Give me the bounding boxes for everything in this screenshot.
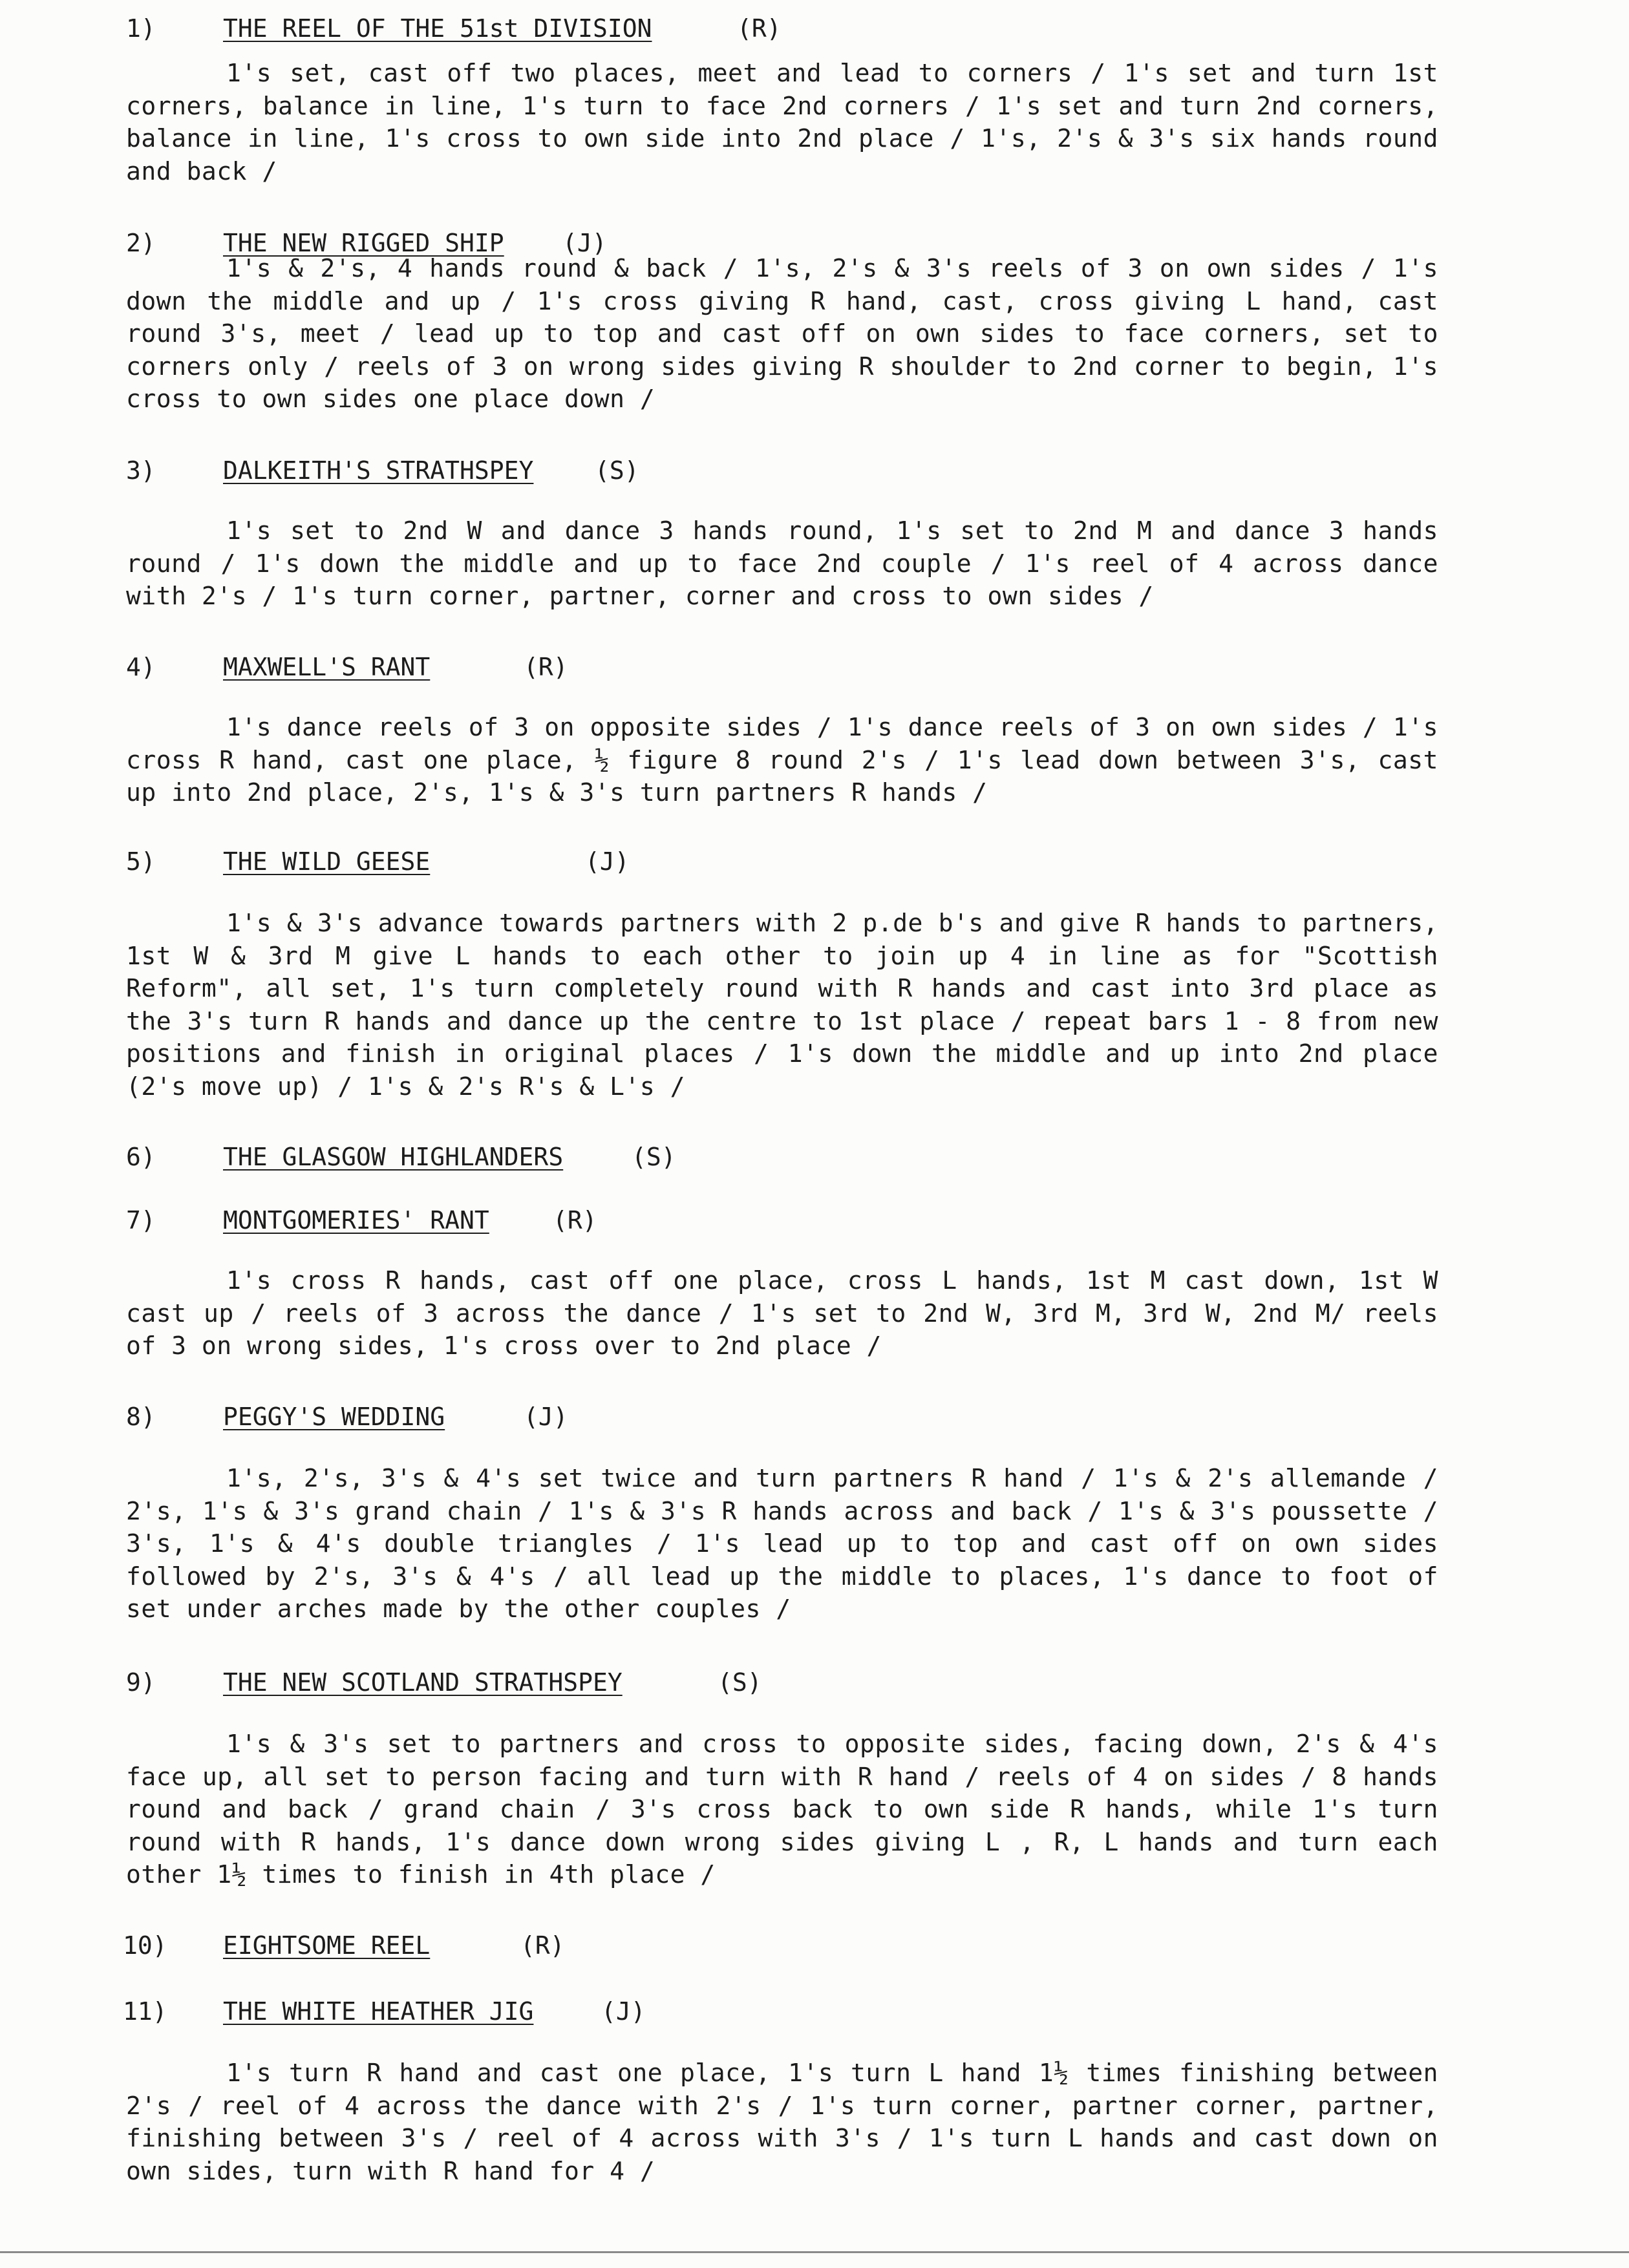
dance-entry bbox=[126, 843, 1438, 1101]
dance-heading bbox=[126, 843, 1438, 880]
dance-entry bbox=[126, 452, 1438, 610]
dance-title: MAXWELL'S RANT bbox=[223, 653, 431, 681]
dance-entry bbox=[126, 10, 1438, 185]
dance-title: THE GLASGOW HIGHLANDERS bbox=[223, 1143, 564, 1171]
dance-instructions: 1's set, cast off two places, meet and lead to corners / 1's set and turn 1st corners, balance in line, 1's turn to face 2nd corners / 1's set and turn 2nd corners, balance in line, 1's cross to own side into 2nd place / 1's, 2's & 3's six hands round and back / bbox=[126, 59, 1438, 185]
dance-heading bbox=[126, 452, 1438, 489]
dance-title: EIGHTSOME REEL bbox=[223, 1931, 431, 1960]
dance-title: MONTGOMERIES' RANT bbox=[223, 1206, 489, 1235]
dance-number: 9) bbox=[126, 1668, 156, 1697]
dance-number: 6) bbox=[126, 1143, 156, 1171]
dance-entry bbox=[126, 1202, 1438, 1360]
dance-number: 2) bbox=[126, 229, 156, 257]
dance-entry bbox=[126, 1139, 1438, 1175]
page-bottom-edge bbox=[0, 2251, 1629, 2253]
dance-type: (J) bbox=[601, 1997, 646, 2026]
dance-title: THE WHITE HEATHER JIG bbox=[223, 1997, 534, 2026]
dance-type: (J) bbox=[524, 1403, 568, 1431]
dance-instructions: 1's set to 2nd W and dance 3 hands round, 1's set to 2nd M and dance 3 hands round / 1's down the middle and up to face 2nd couple / 1's reel of 4 across dance with 2's / 1's turn corner, partner, corner and cross to own sides / bbox=[126, 516, 1438, 610]
dance-number: 11) bbox=[123, 1997, 167, 2026]
dance-entry bbox=[126, 225, 1438, 413]
dance-instructions: 1's turn R hand and cast one place, 1's turn L hand 1½ times finishing between 2's / reel of 4 across the dance with 2's / 1's turn corner, partner corner, partner, finishing between 3's / reel of 4 across with 3's / 1's turn L hands and cast down on own sides, turn with R hand for 4 / bbox=[126, 2059, 1438, 2185]
dance-entry bbox=[123, 1927, 1438, 1964]
dance-entry bbox=[126, 1664, 1438, 1889]
dance-type: (R) bbox=[737, 14, 782, 43]
dance-entry bbox=[126, 649, 1438, 807]
dance-type: (R) bbox=[520, 1931, 565, 1960]
dance-type: (S) bbox=[595, 456, 639, 485]
dance-heading bbox=[126, 1664, 1438, 1701]
dance-heading bbox=[123, 1993, 1438, 2030]
dance-instructions: 1's dance reels of 3 on opposite sides / 1's dance reels of 3 on own sides / 1's cross R hand, cast one place, ½ figure 8 round 2's / 1's lead down between 3's, cast up into 2nd place, 2's, 1's & 3's turn partners R hands / bbox=[126, 713, 1438, 807]
dance-entry bbox=[123, 1993, 1438, 2185]
dance-number: 10) bbox=[123, 1931, 167, 1960]
dance-heading bbox=[126, 10, 1438, 47]
dance-heading bbox=[126, 1202, 1438, 1238]
dance-type: (S) bbox=[632, 1143, 676, 1171]
dance-type: (J) bbox=[585, 847, 630, 876]
dance-type: (R) bbox=[553, 1206, 597, 1235]
dance-type: (J) bbox=[562, 229, 607, 257]
dance-instructions: 1's & 3's advance towards partners with 2 p.de b's and give R hands to partners, 1st W & 3rd M give L hands to each other to join up 4 in line as for "Scottish Reform", all set, 1's turn completely round with R hands and cast into 3rd place as the 3's turn R hands and dance up the centre to 1st place / repeat bars 1 - 8 from new positions and finish in original places / 1's down the middle and up into 2nd place (2's move up) / 1's & 2's R's & L's / bbox=[126, 909, 1438, 1101]
dance-instructions: 1's cross R hands, cast off one place, cross L hands, 1st M cast down, 1st W cast up / reels of 3 across the dance / 1's set to 2nd W, 3rd M, 3rd W, 2nd M/ reels of 3 on wrong sides, 1's cross over to 2nd place / bbox=[126, 1266, 1438, 1360]
dance-number: 4) bbox=[126, 653, 156, 681]
dance-instructions: 1's & 3's set to partners and cross to opposite sides, facing down, 2's & 4's face up, all set to person facing and turn with R hand / reels of 4 on sides / 8 hands round and back / grand chain / 3's cross back to own side R hands, while 1's turn round with R hands, 1's dance down wrong sides giving L , R, L hands and turn each other 1½ times to finish in 4th place / bbox=[126, 1730, 1438, 1889]
dance-title: THE NEW RIGGED SHIP bbox=[223, 229, 504, 257]
dance-number: 8) bbox=[126, 1403, 156, 1431]
dance-title: THE NEW SCOTLAND STRATHSPEY bbox=[223, 1668, 623, 1697]
dance-title: THE WILD GEESE bbox=[223, 847, 431, 876]
dance-heading bbox=[123, 1927, 1438, 1964]
dance-heading bbox=[126, 649, 1438, 685]
dance-heading bbox=[126, 1139, 1438, 1175]
dance-type: (S) bbox=[718, 1668, 762, 1697]
dance-entry bbox=[126, 1399, 1438, 1623]
dance-type: (R) bbox=[524, 653, 568, 681]
dance-number: 3) bbox=[126, 456, 156, 485]
dance-instructions: 1's, 2's, 3's & 4's set twice and turn partners R hand / 1's & 2's allemande / 2's, 1's & 3's grand chain / 1's & 3's R hands across and back / 1's & 3's poussette / 3's, 1's & 4's double triangles / 1's lead up to top and cast off on own sides followed by 2's, 3's & 4's / all lead up the middle to places, 1's dance to foot of set under arches made by the other couples / bbox=[126, 1464, 1438, 1623]
dance-number: 7) bbox=[126, 1206, 156, 1235]
dance-title: PEGGY'S WEDDING bbox=[223, 1403, 445, 1431]
dance-instructions: 1's & 2's, 4 hands round & back / 1's, 2's & 3's reels of 3 on own sides / 1's down the middle and up / 1's cross giving R hand, cast, cross giving L hand, cast round 3's, meet / lead up to top and cast off on own sides to face corners, set to corners only / reels of 3 on wrong sides giving R shoulder to 2nd corner to begin, 1's cross to own sides one place down / bbox=[126, 254, 1438, 413]
dance-number: 5) bbox=[126, 847, 156, 876]
dance-title: DALKEITH'S STRATHSPEY bbox=[223, 456, 534, 485]
dance-number: 1) bbox=[126, 14, 156, 43]
dance-title: THE REEL OF THE 51st DIVISION bbox=[223, 14, 652, 43]
dance-heading bbox=[126, 1399, 1438, 1435]
